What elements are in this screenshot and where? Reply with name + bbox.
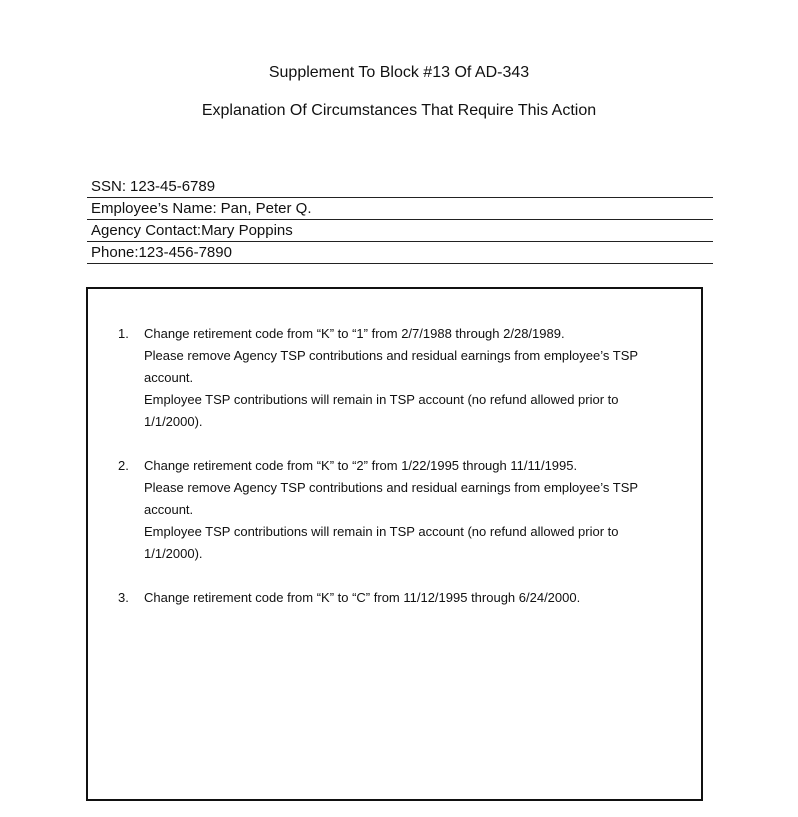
- explanation-list: [118, 323, 698, 631]
- document-subtitle: Explanation Of Circumstances That Require This Action: [201, 102, 597, 119]
- agency-contact-row: [87, 220, 713, 242]
- list-item-number: 2.: [118, 458, 129, 473]
- employee-name-label: Employee’s Name:: [91, 200, 217, 217]
- list-item-line: Employee TSP contributions will remain in TSP account (no refund allowed prior to: [144, 392, 619, 407]
- list-item-line: account.: [144, 370, 194, 385]
- list-item: [118, 323, 698, 433]
- list-item-line: 1/1/2000).: [144, 414, 203, 429]
- list-item-line: Change retirement code from “K” to “2” from 1/22/1995 through 11/11/1995.: [144, 458, 578, 473]
- employee-name-row: [87, 198, 713, 220]
- list-item-line: Please remove Agency TSP contributions and residual earnings from employee’s TSP: [144, 348, 639, 363]
- document-title: Supplement To Block #13 Of AD-343: [268, 64, 530, 81]
- list-item-number: 1.: [118, 326, 129, 341]
- list-item-line: Change retirement code from “K” to “1” from 2/7/1988 through 2/28/1989.: [144, 326, 565, 341]
- employee-name-value: Pan, Peter Q.: [220, 200, 312, 217]
- list-item-line: Change retirement code from “K” to “C” from 11/12/1995 through 6/24/2000.: [144, 590, 581, 605]
- phone-row: [87, 242, 713, 264]
- employee-info-section: [87, 176, 713, 264]
- phone-label: Phone:: [91, 244, 139, 261]
- list-item-line: account.: [144, 502, 194, 517]
- agency-contact-label: Agency Contact:: [91, 222, 202, 239]
- ssn-value: 123-45-6789: [130, 178, 216, 195]
- list-item-line: 1/1/2000).: [144, 546, 203, 561]
- list-item-line: Employee TSP contributions will remain in TSP account (no refund allowed prior to: [144, 524, 619, 539]
- ssn-label: SSN:: [91, 178, 127, 195]
- agency-contact-value: Mary Poppins: [201, 222, 293, 239]
- list-item: [118, 455, 698, 565]
- list-item-line: Please remove Agency TSP contributions and residual earnings from employee’s TSP: [144, 480, 639, 495]
- ssn-row: [87, 176, 713, 198]
- phone-value: 123-456-7890: [138, 244, 232, 261]
- list-item-number: 3.: [118, 590, 129, 605]
- list-item: [118, 587, 698, 609]
